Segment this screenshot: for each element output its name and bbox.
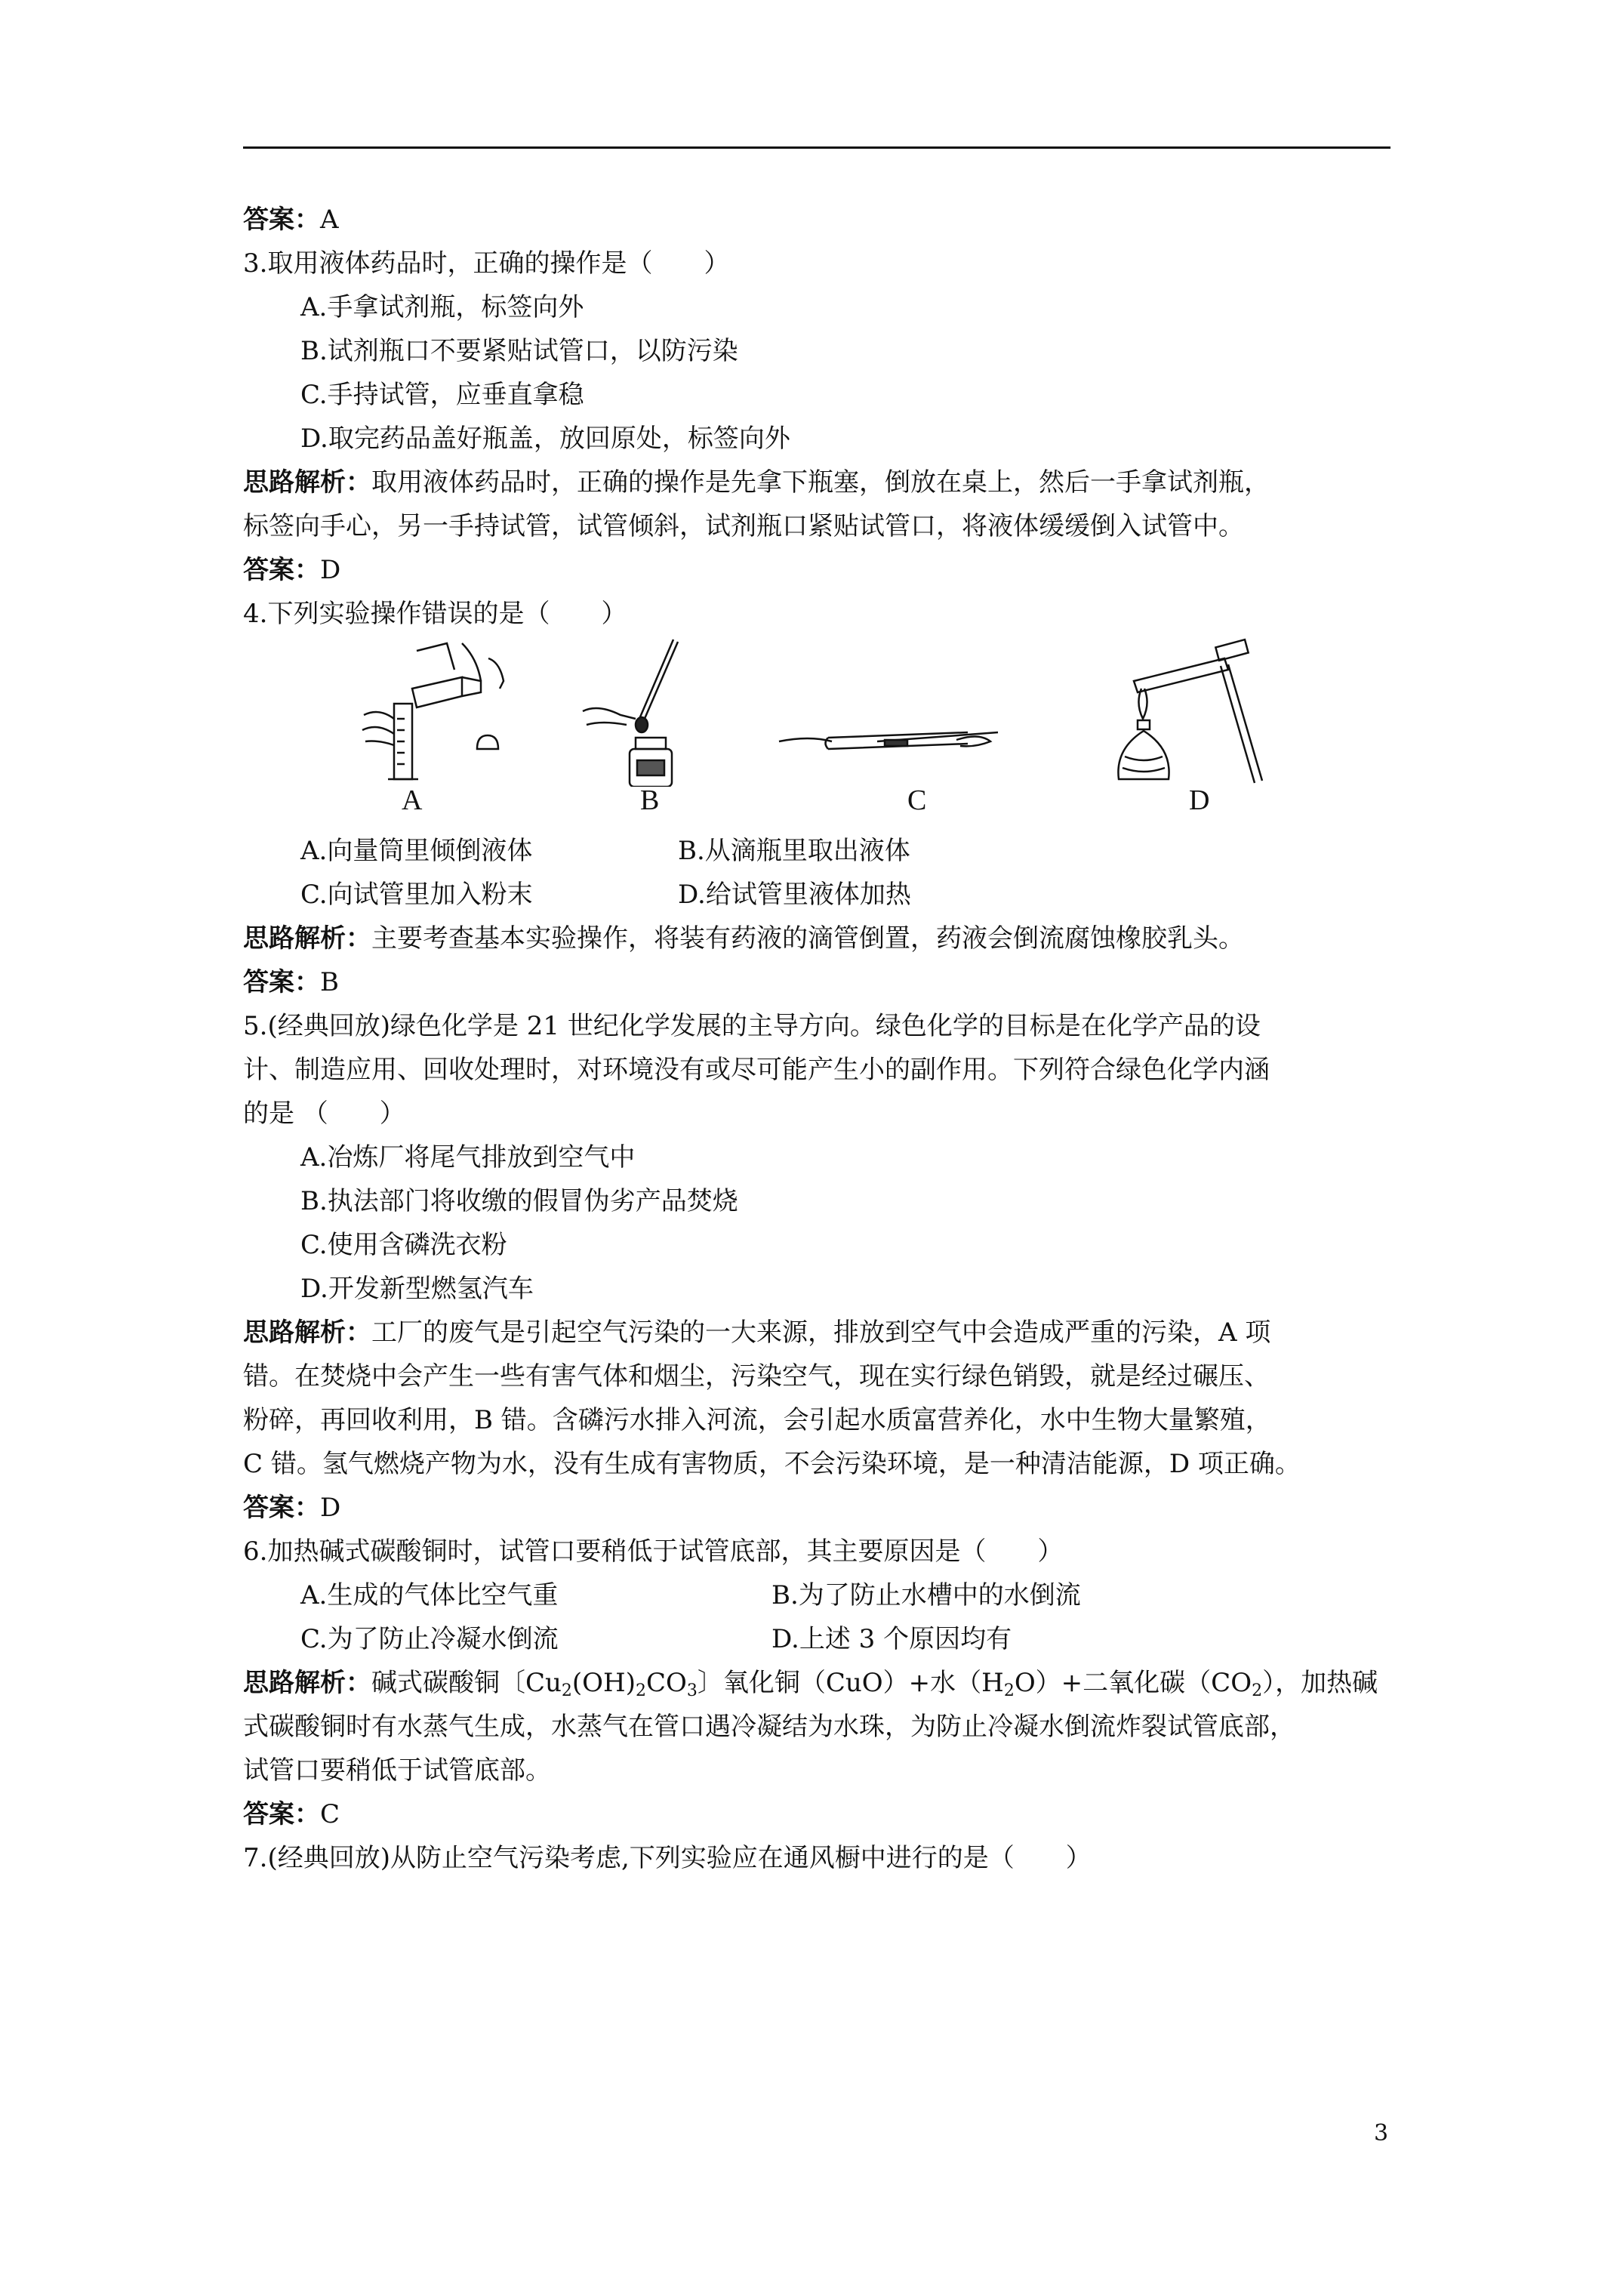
q6-stem: 6.加热碱式碳酸铜时，试管口要稍低于试管底部，其主要原因是（ ）	[243, 1536, 1064, 1567]
q4-answer: 答案：B	[243, 967, 339, 997]
q6-options-row2	[243, 1617, 1398, 1661]
q4-stem: 4.下列实验操作错误的是（ ）	[243, 599, 627, 629]
q5-stem-cont: 计、制造应用、回收处理时，对环境没有或尽可能产生小的副作用。下列符合绿色化学内涵	[243, 1055, 1270, 1085]
q7-stem: 7.(经典回放)从防止空气污染考虑,下列实验应在通风橱中进行的是（ ）	[243, 1843, 1092, 1873]
figure-label-d: D	[1189, 784, 1210, 816]
figure-a-cylinder-pour	[349, 636, 537, 787]
q6-analysis-cont-1: 式碳酸铜时有水蒸气生成，水蒸气在管口遇冷凝结为水珠，为防止冷凝水倒流炸裂试管底部，	[243, 1712, 1295, 1742]
q5-option-d: D.开发新型燃氢汽车	[300, 1274, 534, 1304]
q3-answer: 答案：D	[243, 555, 341, 585]
q5-analysis-cont-2: 粉碎，再回收利用，B 错。含磷污水排入河流，会引起水质富营养化，水中生物大量繁殖，	[243, 1405, 1271, 1435]
q6-option-d: D.上述 3 个原因均有	[771, 1624, 1012, 1654]
q6-option-c: C.为了防止冷凝水倒流	[300, 1624, 559, 1654]
figure-c-test-tube-powder	[764, 636, 1006, 787]
q3-stem: 3.取用液体药品时，正确的操作是（ ）	[243, 248, 730, 279]
figure-d-heating-tube	[1096, 636, 1270, 787]
prev-answer: 答案：A	[243, 205, 339, 235]
q6-option-b: B.为了防止水槽中的水倒流	[771, 1580, 1081, 1610]
q5-analysis-cont-1: 错。在焚烧中会产生一些有害气体和烟尘，污染空气，现在实行绿色销毁，就是经过碾压、	[243, 1361, 1270, 1391]
figure-label-b: B	[640, 784, 660, 816]
q5-option-a: A.冶炼厂将尾气排放到空气中	[300, 1142, 636, 1173]
q3-option-c: C.手持试管，应垂直拿稳	[300, 380, 584, 410]
q4-figures	[243, 636, 1398, 829]
q5-option-c: C.使用含磷洗衣粉	[300, 1230, 507, 1260]
header-rule	[243, 146, 1390, 149]
q6-answer: 答案：C	[243, 1799, 340, 1829]
q5-analysis: 思路解析：工厂的废气是引起空气污染的一大来源，排放到空气中会造成严重的污染，A 项	[243, 1318, 1271, 1348]
q4-options-row1	[243, 829, 1398, 873]
figure-label-a: A	[402, 784, 423, 816]
q6-analysis-cont-2: 试管口要稍低于试管底部。	[243, 1755, 551, 1786]
q3-analysis: 思路解析：取用液体药品时，正确的操作是先拿下瓶塞，倒放在桌上，然后一手拿试剂瓶，	[243, 467, 1270, 498]
q5-answer: 答案：D	[243, 1493, 341, 1523]
q6-option-a: A.生成的气体比空气重	[300, 1580, 559, 1610]
q5-stem: 5.(经典回放)绿色化学是 21 世纪化学发展的主导方向。绿色化学的目标是在化学产品的设	[243, 1011, 1261, 1041]
q5-analysis-cont-3: C 错。氢气燃烧产物为水，没有生成有害物质，不会污染环境，是一种清洁能源，D 项正确。	[243, 1449, 1301, 1479]
figure-label-c: C	[907, 784, 927, 816]
q6-analysis: 思路解析：碱式碳酸铜〔$Cu_2(OH)_2CO_3$〕氧化铜（CuO）+水$(H_2O)+$二氧化碳$(CO_2)$，加热碱	[243, 1668, 1378, 1700]
q3-analysis-cont: 标签向手心，另一手持试管，试管倾斜，试剂瓶口紧贴试管口，将液体缓缓倒入试管中。	[243, 511, 1244, 541]
q6-options-row1	[243, 1573, 1398, 1617]
page-number: 3	[1374, 2120, 1389, 2147]
q4-option-b: B.从滴瓶里取出液体	[678, 836, 910, 866]
q3-option-b: B.试剂瓶口不要紧贴试管口，以防污染	[300, 336, 738, 366]
q3-option-a: A.手拿试剂瓶，标签向外	[300, 292, 584, 322]
figure-b-dropper-bottle	[568, 636, 726, 787]
q4-option-d: D.给试管里液体加热	[678, 880, 911, 910]
q4-analysis: 思路解析：主要考查基本实验操作，将装有药液的滴管倒置，药液会倒流腐蚀橡胶乳头。	[243, 923, 1244, 954]
q5-option-b: B.执法部门将收缴的假冒伪劣产品焚烧	[300, 1186, 738, 1216]
q4-option-a: A.向量筒里倾倒液体	[300, 836, 533, 866]
page-content	[243, 198, 1398, 1880]
q4-option-c: C.向试管里加入粉末	[300, 880, 533, 910]
q3-option-d: D.取完药品盖好瓶盖，放回原处，标签向外	[300, 424, 790, 454]
q5-stem-end: 的是 （ ）	[243, 1099, 405, 1129]
q4-options-row2	[243, 873, 1398, 917]
